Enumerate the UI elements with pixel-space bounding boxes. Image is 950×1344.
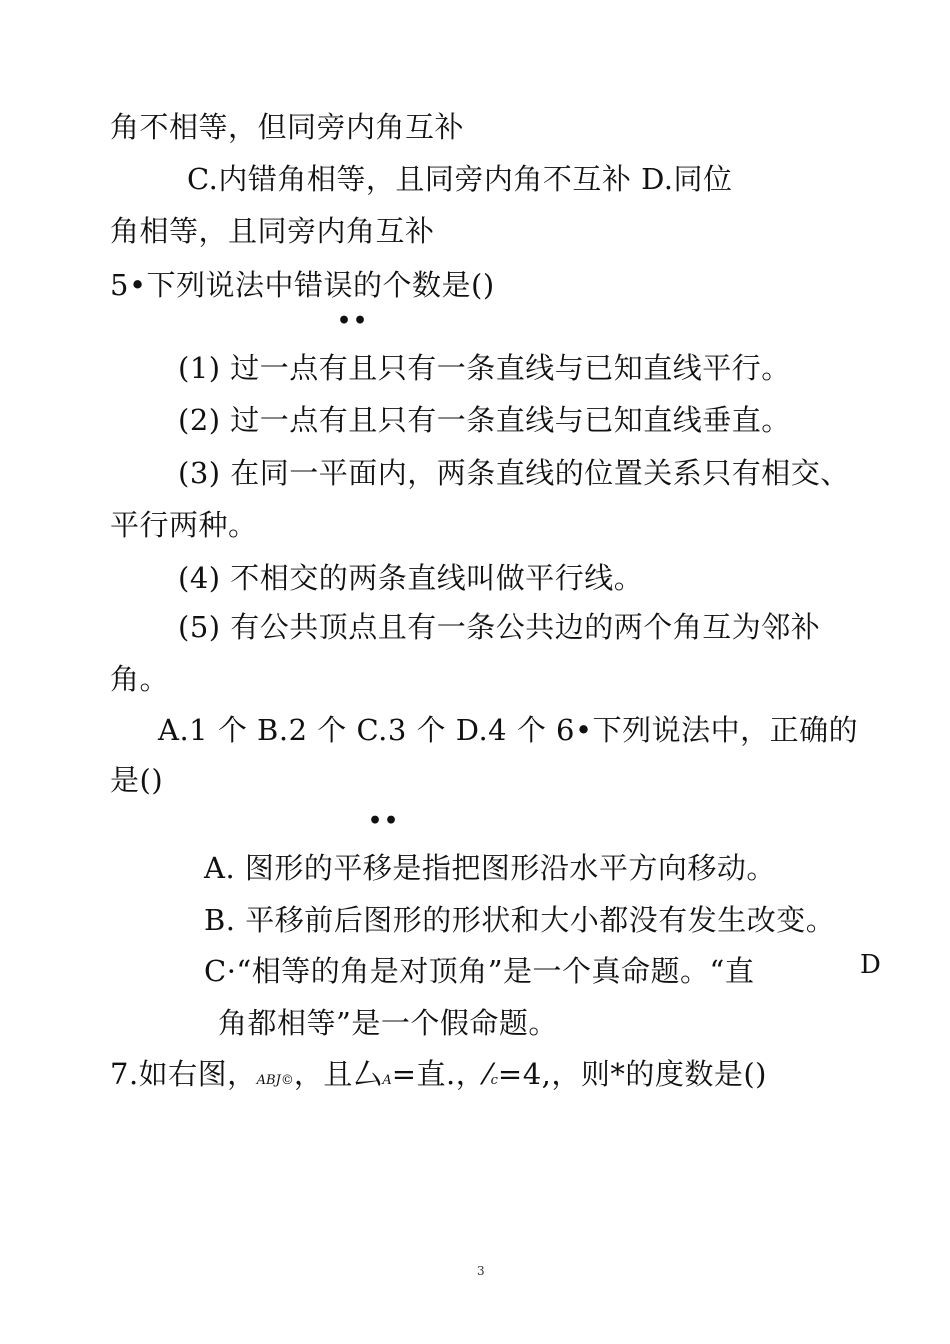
statement-5: (5) 有公共顶点且有一条公共边的两个角互为邻补 (178, 610, 821, 644)
question-6-continued: 是() (110, 763, 164, 797)
emphasis-dots-q6: •• (368, 808, 401, 834)
emphasis-dots-q5: •• (337, 308, 370, 334)
q6-option-d-label: D (860, 950, 881, 980)
question-5: 5•下列说法中错误的个数是() (110, 268, 495, 302)
q6-option-c-continued: 角都相等”是一个假命题。 (218, 1006, 558, 1040)
q6-option-c: C·“相等的角是对顶角”是一个真命题。“直 (204, 954, 755, 988)
statement-3: (3) 在同一平面内，两条直线的位置关系只有相交、 (178, 456, 850, 490)
q5-options-and-question-6: A.1 个 B.2 个 C.3 个 D.4 个 6•下列说法中，正确的 (158, 713, 859, 747)
q7-part-h: =4,，则*的度数是() (497, 1057, 767, 1091)
q7-part-c: ，且厶 (293, 1057, 383, 1091)
statement-2: (2) 过一点有且只有一条直线与已知直线垂直。 (178, 403, 791, 437)
q7-part-d: A (382, 1073, 392, 1088)
q7-part-f: ⁄ (485, 1057, 491, 1091)
text-line-1: 角不相等，但同旁内角互补 (110, 110, 465, 144)
page-number: 3 (477, 1264, 485, 1278)
statement-3-continued: 平行两种。 (110, 508, 258, 542)
q7-part-b: ABJ© (256, 1073, 294, 1088)
q7-part-g: c (490, 1073, 498, 1088)
q6-option-a: A. 图形的平移是指把图形沿水平方向移动。 (204, 851, 776, 885)
q7-part-e: =直.， (391, 1057, 486, 1091)
q7-part-a: 7.如右图， (110, 1057, 257, 1091)
text-line-3: 角相等，且同旁内角互补 (110, 214, 435, 248)
statement-5-continued: 角。 (110, 662, 170, 696)
question-7 (110, 1056, 767, 1099)
statement-4: (4) 不相交的两条直线叫做平行线。 (178, 561, 644, 595)
text-line-2: C.内错角相等，且同旁内角不互补 D.同位 (187, 162, 733, 196)
statement-1: (1) 过一点有且只有一条直线与已知直线平行。 (178, 351, 791, 385)
q6-option-b: B. 平移前后图形的形状和大小都没有发生改变。 (204, 903, 836, 937)
